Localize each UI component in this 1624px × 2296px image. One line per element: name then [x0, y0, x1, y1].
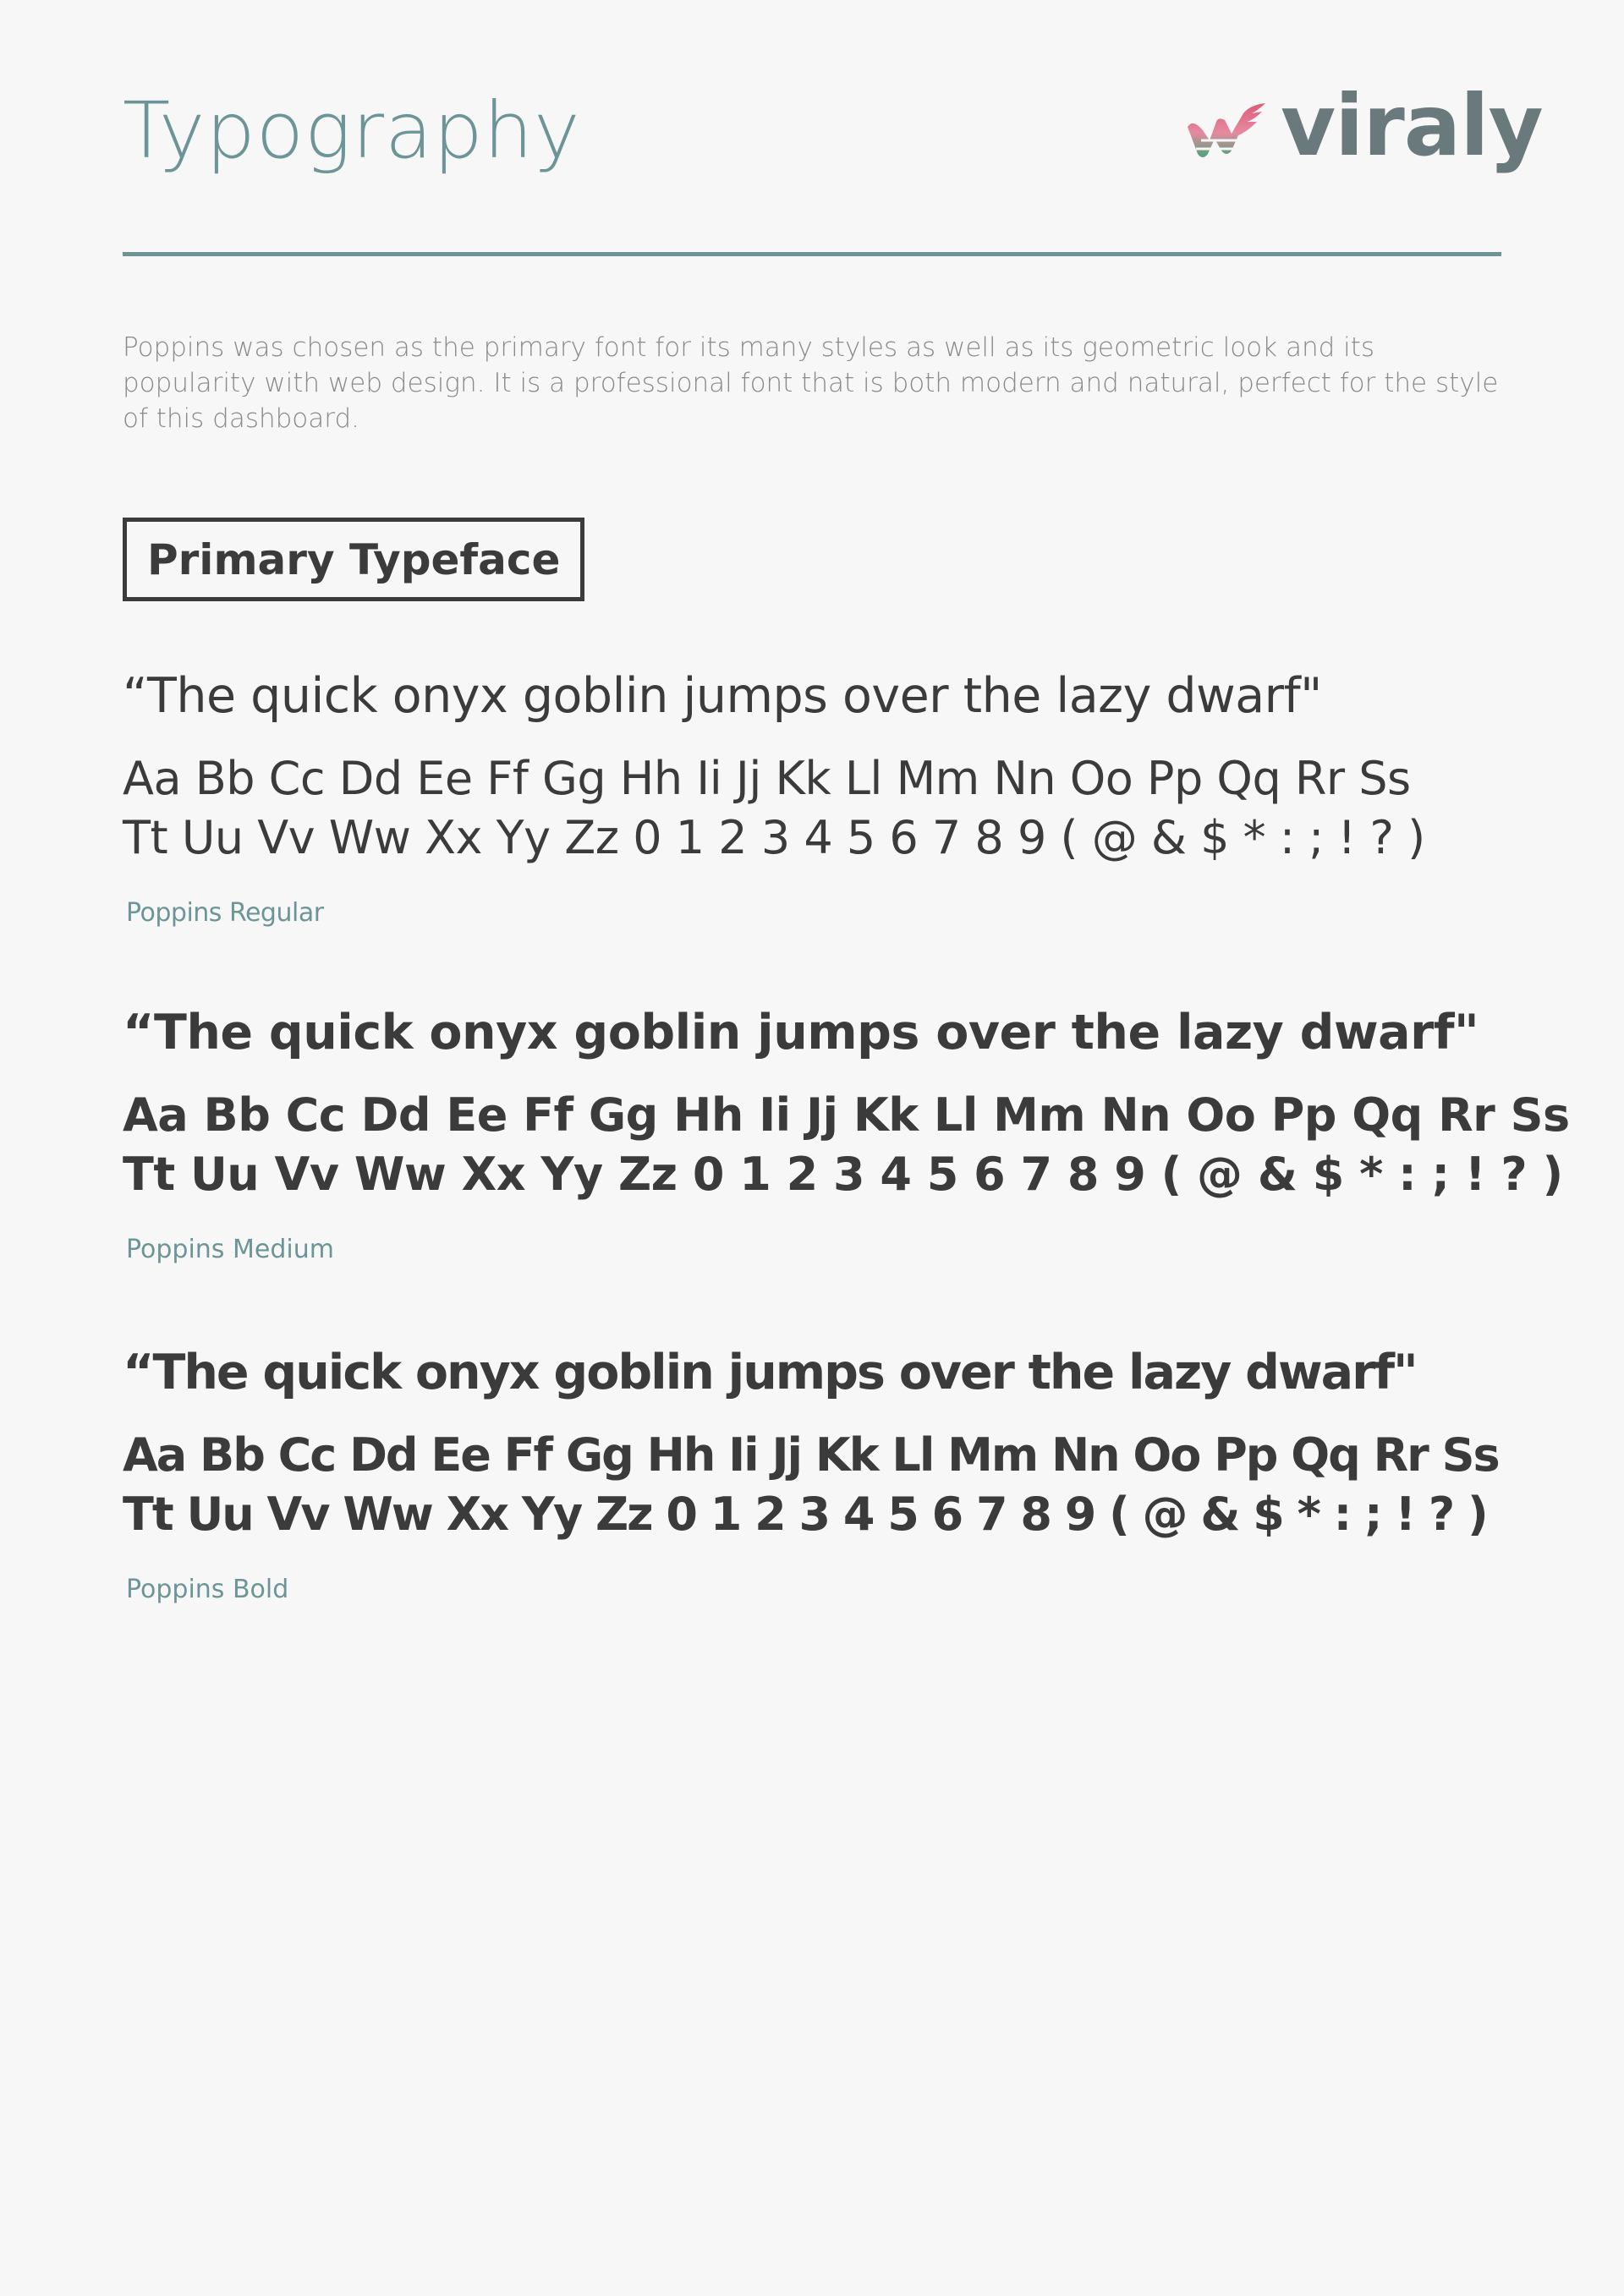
glyph-set-bold [123, 1426, 1510, 1544]
header-divider [123, 252, 1501, 256]
pangram-bold: “The quick onyx goblin jumps over the lazy dwarf" [123, 1345, 1417, 1400]
glyph-set-medium [123, 1086, 1570, 1204]
section-label-primary-typeface: Primary Typeface [123, 518, 584, 601]
font-caption-bold: Poppins Bold [126, 1575, 289, 1604]
glyph-line: Aa Bb Cc Dd Ee Ff Gg Hh Ii Jj Kk Ll Mm Nn Oo Pp Qq Rr Ss [123, 1428, 1499, 1482]
pangram-regular: “The quick onyx goblin jumps over the lazy dwarf" [123, 668, 1322, 724]
font-caption-regular: Poppins Regular [126, 898, 324, 928]
glyph-line: Aa Bb Cc Dd Ee Ff Gg Hh Ii Jj Kk Ll Mm Nn Oo Pp Qq Rr Ss [123, 1088, 1570, 1142]
glyph-line: Tt Uu Vv Ww Xx Yy Zz 0 1 2 3 4 5 6 7 8 9 ( @ & $ * : ; ! ? ) [123, 1488, 1487, 1541]
pangram-medium: “The quick onyx goblin jumps over the lazy dwarf" [123, 1005, 1479, 1060]
glyph-line: Tt Uu Vv Ww Xx Yy Zz 0 1 2 3 4 5 6 7 8 9 ( @ & $ * : ; ! ? ) [123, 1148, 1563, 1201]
wing-logo-icon [1184, 101, 1269, 161]
logo-wordmark: viraly [1281, 76, 1543, 175]
intro-paragraph: Poppins was chosen as the primary font for its many styles as well as its geometric look and its popularity with web design. It is a professional font that is both modern and natural, perfect for the style of this dashboard. [123, 332, 1499, 434]
glyph-set-regular [123, 749, 1510, 868]
font-caption-medium: Poppins Medium [126, 1235, 334, 1264]
specimen-regular [123, 666, 1510, 928]
specimen-medium [123, 1003, 1570, 1264]
glyph-line: Aa Bb Cc Dd Ee Ff Gg Hh Ii Jj Kk Ll Mm Nn Oo Pp Qq Rr Ss [123, 752, 1411, 805]
page-title: Typography [123, 85, 581, 176]
brand-logo [1184, 76, 1543, 178]
glyph-line: Tt Uu Vv Ww Xx Yy Zz 0 1 2 3 4 5 6 7 8 9 ( @ & $ * : ; ! ? ) [123, 811, 1425, 864]
specimen-bold [123, 1343, 1510, 1604]
